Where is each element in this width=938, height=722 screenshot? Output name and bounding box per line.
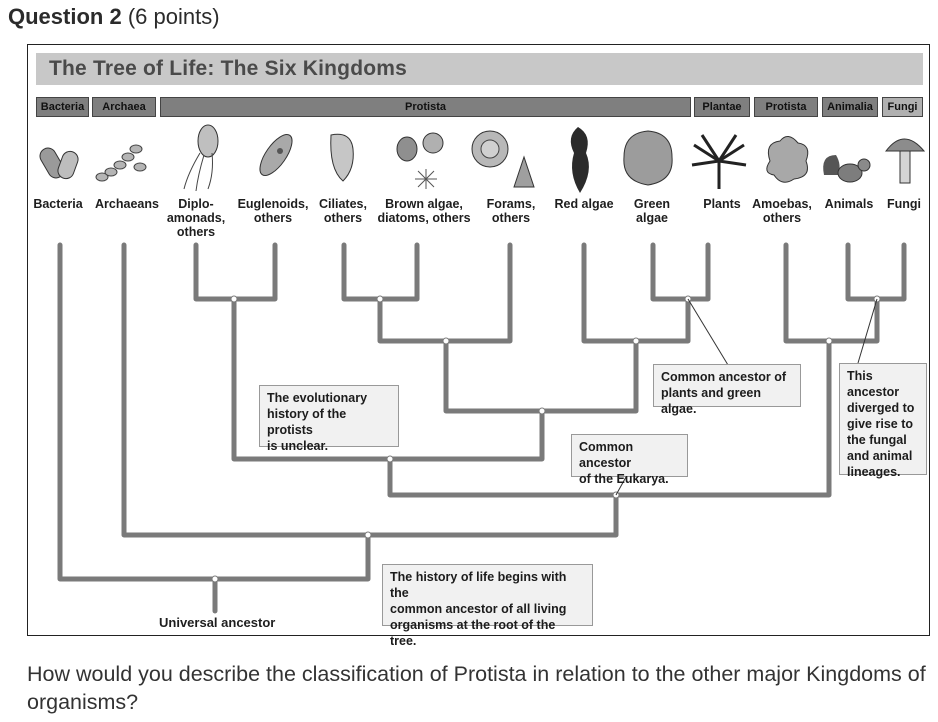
kingdom-bar-fungi: Fungi — [882, 97, 923, 117]
node-cil-brown — [377, 296, 383, 302]
node-diplo-rest — [387, 456, 393, 462]
node-red-green — [633, 338, 639, 344]
branch-ciliates-brown — [344, 245, 417, 299]
node-alv-foram — [443, 338, 449, 344]
kingdom-bar-animalia: Animalia — [822, 97, 878, 117]
node-archaea-euk — [365, 532, 371, 538]
question-text: How would you describe the classification of Protista in relation to the other major Kingdoms of organisms? — [27, 662, 926, 714]
organism-label-amoebas: Amoebas, others — [752, 197, 812, 225]
branch-red-green — [584, 245, 688, 341]
branch-alveolates-forams — [380, 245, 510, 341]
organism-label-plants: Plants — [703, 197, 741, 211]
branch-amoebas-opisth — [786, 245, 877, 341]
node-amoeba-opist — [826, 338, 832, 344]
organism-label-diplomonads: Diplo- amonads, others — [166, 197, 226, 239]
question-points: (6 points) — [127, 4, 220, 29]
question-title: Question 2 — [8, 4, 122, 29]
organism-label-red-algae: Red algae — [554, 197, 614, 211]
callout-plants-algae: Common ancestor of plants and green algae. — [653, 364, 801, 407]
branch-diplomonads-euglenoids — [196, 245, 275, 299]
branch-protists-plants — [446, 341, 636, 411]
organism-label-ciliates: Ciliates, others — [319, 197, 367, 225]
kingdom-bar-protista: Protista — [160, 97, 691, 117]
branch-green-plants — [653, 245, 708, 299]
kingdom-bar-plantae: Plantae — [694, 97, 750, 117]
kingdom-bar-archaea: Archaea — [92, 97, 156, 117]
figure-title: The Tree of Life: The Six Kingdoms — [49, 57, 408, 80]
organism-label-brown-algae: Brown algae, diatoms, others — [377, 197, 471, 225]
pointer-fungal-animal — [858, 299, 877, 363]
branch-animals-fungi — [848, 245, 904, 299]
node-prot-plants — [539, 408, 545, 414]
tree-of-life-figure — [27, 44, 930, 648]
callout-root: The history of life begins with the common ancestor of all living organisms at the root of the tree. — [382, 564, 593, 626]
organism-label-archaeans: Archaeans — [95, 197, 159, 211]
kingdom-bar-bacteria: Bacteria — [36, 97, 89, 117]
pointer-plants-algae — [688, 299, 728, 365]
organism-label-euglenoids: Euglenoids, others — [237, 197, 309, 225]
tree-branches — [60, 245, 904, 611]
question-header — [8, 4, 220, 30]
organism-label-green-algae: Green algae — [633, 197, 671, 225]
node-root — [212, 576, 218, 582]
kingdom-bar-protista-2: Protista — [754, 97, 818, 117]
node-diplo-eugl — [231, 296, 237, 302]
callout-protists-unclear: The evolutionary history of the protists is unclear. — [259, 385, 399, 447]
organism-label-forams: Forams, others — [486, 197, 536, 225]
organism-label-fungi: Fungi — [886, 197, 921, 211]
organism-label-animals: Animals — [824, 197, 874, 211]
universal-ancestor-label: Universal ancestor — [159, 615, 276, 630]
callout-fungal-animal: This ancestor diverged to give rise to the fungal and animal lineages. — [839, 363, 927, 475]
callout-eukarya: Common ancestor of the Eukarya. — [571, 434, 688, 477]
phylogenetic-tree — [28, 45, 928, 635]
organism-label-bacteria: Bacteria — [33, 197, 83, 211]
